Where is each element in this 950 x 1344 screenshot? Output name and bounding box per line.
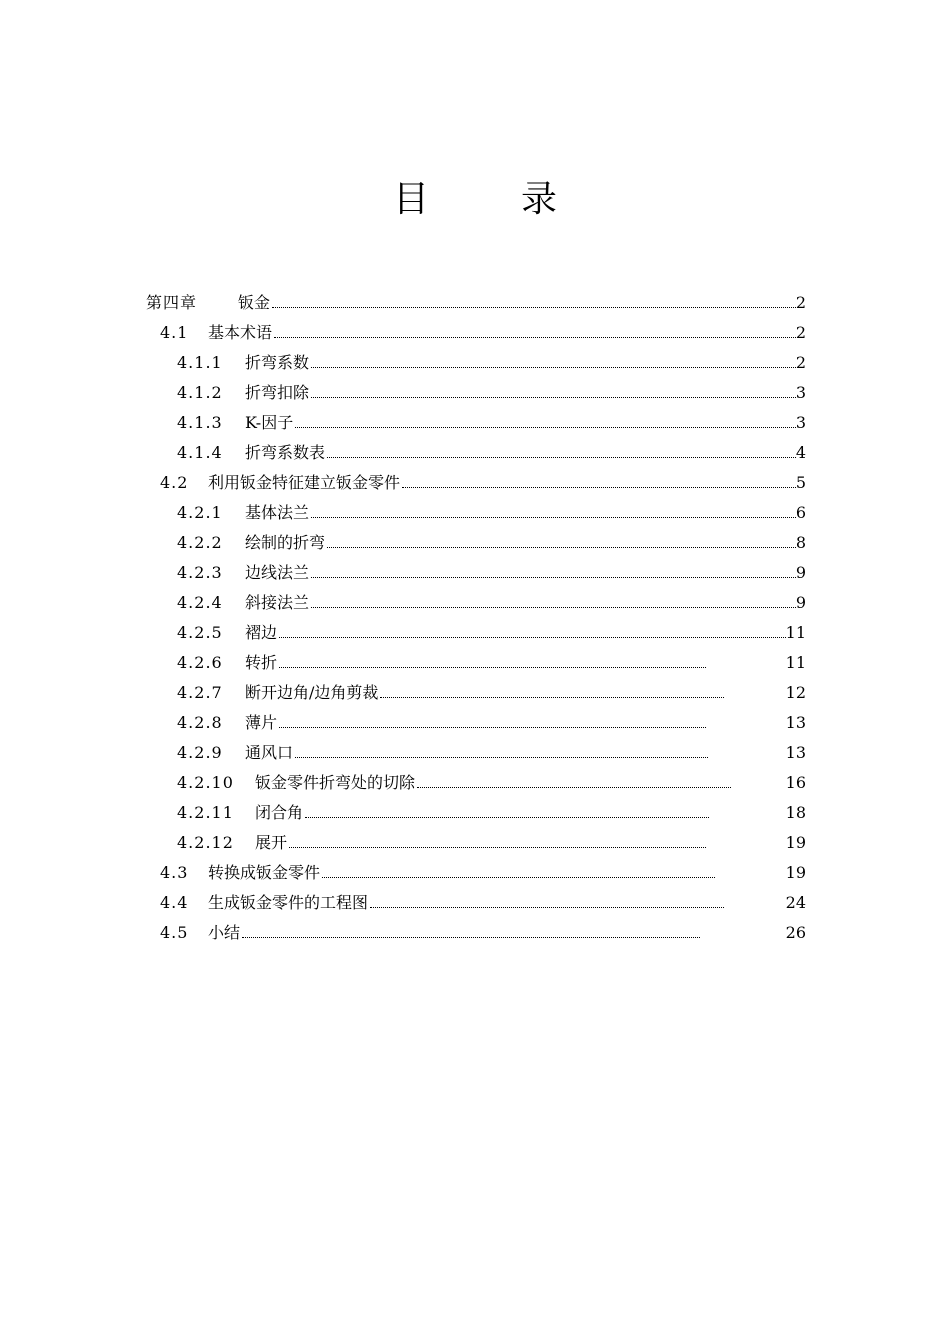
toc-entry[interactable] [0,888,950,918]
toc-entry-number: 4.4 [160,893,189,912]
toc-entry[interactable] [0,528,950,558]
toc-entry-label [177,648,279,678]
toc-entry-title: 转换成钣金零件 [208,863,321,882]
toc-entry-label [177,738,295,768]
toc-entry-title: 折弯扣除 [245,383,310,402]
toc-entry-title: 闭合角 [255,803,304,822]
toc-dot-leader [289,847,706,848]
toc-entry-number: 4.2.6 [177,653,223,672]
toc-entry-title: 折弯系数表 [245,443,326,462]
toc-entry[interactable] [0,648,950,678]
toc-entry-page: 16 [786,768,806,798]
toc-entry-page: 3 [796,408,806,438]
toc-entry-title: 褶边 [245,623,278,642]
toc-entry-title: 转折 [245,653,278,672]
toc-entry[interactable] [0,678,950,708]
toc-entry-number: 4.2.9 [177,743,223,762]
toc-entry[interactable] [0,438,950,468]
toc-entry-page: 24 [786,888,806,918]
toc-entry-title: 利用钣金特征建立钣金零件 [208,473,401,492]
toc-entry-title: 展开 [255,833,288,852]
toc-entry-number: 4.2.11 [177,803,234,822]
toc-entry-number: 4.5 [160,923,189,942]
toc-entry-page: 6 [796,498,806,528]
toc-entry[interactable] [0,768,950,798]
toc-entry-label [160,918,242,948]
toc-entry-number: 4.1.2 [177,383,223,402]
toc-entry-number: 4.2.2 [177,533,223,552]
toc-entry-title: 断开边角/边角剪裁 [245,683,379,702]
toc-entry[interactable] [0,468,950,498]
toc-entry-page: 2 [796,318,806,348]
toc-entry-page: 11 [786,618,806,648]
toc-entry-title: 基本术语 [208,323,273,342]
toc-entry-title: 折弯系数 [245,353,310,372]
toc-entry[interactable] [0,378,950,408]
toc-dot-leader [402,487,800,488]
toc-entry-number: 4.2 [160,473,189,492]
toc-entry-number: 4.2.1 [177,503,223,522]
toc-entry-number: 4.2.8 [177,713,223,732]
table-of-contents [0,288,950,948]
toc-entry[interactable] [0,738,950,768]
toc-dot-leader [311,607,800,608]
toc-entry-title: 基体法兰 [245,503,310,522]
toc-entry[interactable] [0,348,950,378]
toc-entry-page: 9 [796,588,806,618]
toc-entry-label [177,618,279,648]
toc-entry-label [177,498,311,528]
toc-entry-title: 通风口 [245,743,294,762]
toc-entry[interactable] [0,618,950,648]
toc-entry-label [160,888,370,918]
toc-entry-label [177,348,311,378]
toc-entry-title: 边线法兰 [245,563,310,582]
toc-entry-label [160,318,274,348]
toc-entry-page: 12 [786,678,806,708]
toc-entry-label [177,438,327,468]
toc-entry-page: 11 [786,648,806,678]
toc-dot-leader [242,937,700,938]
toc-entry-page: 3 [796,378,806,408]
toc-entry-number: 4.1.1 [177,353,223,372]
toc-entry[interactable] [0,828,950,858]
toc-entry[interactable] [0,558,950,588]
toc-entry-page: 19 [786,858,806,888]
toc-entry-title: 生成钣金零件的工程图 [208,893,369,912]
page-title: 目 录 [392,179,585,220]
toc-entry-page: 13 [786,738,806,768]
toc-entry[interactable] [0,318,950,348]
toc-entry-number: 4.1 [160,323,189,342]
toc-entry-page: 19 [786,828,806,858]
toc-dot-leader [279,727,706,728]
toc-entry-label [160,858,322,888]
toc-entry-number: 4.3 [160,863,189,882]
toc-entry-title: 钣金 [238,293,271,312]
toc-dot-leader [305,817,709,818]
toc-entry-number: 4.2.10 [177,773,234,792]
toc-entry-title: 薄片 [245,713,278,732]
toc-entry[interactable] [0,858,950,888]
toc-entry-label [160,468,402,498]
toc-entry-label [177,408,295,438]
toc-entry[interactable] [0,408,950,438]
toc-entry-title: K-因子 [245,413,294,432]
toc-entry-number: 4.2.5 [177,623,223,642]
toc-dot-leader [311,517,800,518]
toc-entry-label [146,288,272,318]
toc-entry-title: 绘制的折弯 [245,533,326,552]
toc-entry-label [177,768,417,798]
toc-entry-label [177,378,311,408]
toc-entry-title: 斜接法兰 [245,593,310,612]
toc-entry-label [177,708,279,738]
toc-entry-number: 4.2.3 [177,563,223,582]
toc-entry-number: 4.2.4 [177,593,223,612]
toc-dot-leader [311,367,800,368]
toc-entry[interactable] [0,498,950,528]
toc-dot-leader [327,547,800,548]
toc-entry-page: 26 [786,918,806,948]
toc-entry-label [177,528,327,558]
toc-dot-leader [311,397,800,398]
toc-entry-label [177,588,311,618]
toc-dot-leader [380,697,724,698]
toc-entry-page: 8 [796,528,806,558]
toc-entry-page: 2 [796,348,806,378]
toc-entry-title: 钣金零件折弯处的切除 [255,773,416,792]
toc-entry-number: 第四章 [146,293,198,312]
toc-entry-number: 4.2.7 [177,683,223,702]
toc-entry-number: 4.2.12 [177,833,234,852]
toc-entry-label [177,558,311,588]
toc-dot-leader [272,307,800,308]
toc-entry[interactable] [0,918,950,948]
toc-dot-leader [417,787,731,788]
toc-entry-page: 9 [796,558,806,588]
toc-dot-leader [311,577,800,578]
toc-entry[interactable] [0,288,950,318]
toc-entry-page: 2 [796,288,806,318]
toc-entry-number: 4.1.3 [177,413,223,432]
toc-dot-leader [370,907,724,908]
toc-entry-label [177,828,289,858]
toc-dot-leader [295,427,800,428]
toc-entry[interactable] [0,708,950,738]
toc-dot-leader [295,757,708,758]
toc-entry[interactable] [0,588,950,618]
toc-dot-leader [274,337,800,338]
toc-entry-page: 18 [786,798,806,828]
toc-entry-label [177,798,305,828]
toc-dot-leader [327,457,800,458]
toc-entry-page: 13 [786,708,806,738]
toc-dot-leader [322,877,715,878]
toc-dot-leader [279,667,706,668]
toc-entry-page: 4 [796,438,806,468]
toc-entry-label [177,678,380,708]
toc-entry-number: 4.1.4 [177,443,223,462]
toc-entry-title: 小结 [208,923,241,942]
toc-dot-leader [279,637,790,638]
toc-entry-page: 5 [796,468,806,498]
toc-entry[interactable] [0,798,950,828]
